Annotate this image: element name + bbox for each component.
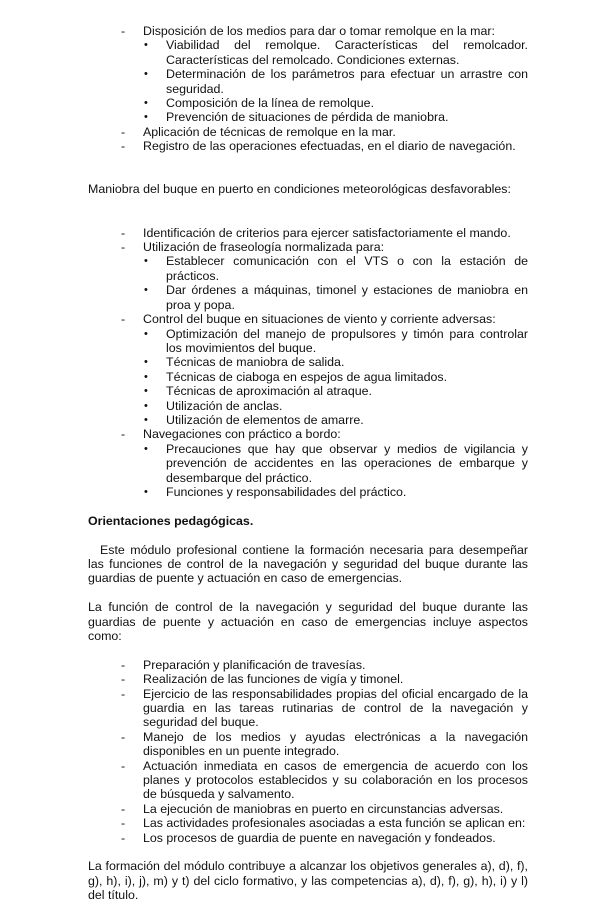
list-item: - Manejo de los medios y ayudas electrónicas a la navegación disponibles en un puente integrado. [88, 730, 528, 759]
sub-list [143, 38, 528, 124]
list-item: - Ejercicio de las responsabilidades propias del oficial encargado de la guardia en las tareas rutinarias de control de la navegación y seguridad del buque. [88, 687, 528, 730]
sub-item: • Dar órdenes a máquinas, timonel y estaciones de maniobra en proa y popa. [88, 283, 528, 312]
list-item: - Realización de las funciones de vigía y timonel. [88, 672, 528, 686]
list-item: - Los procesos de guardia de puente en navegación y fondeados. [88, 831, 528, 845]
sub-list [143, 254, 528, 312]
section-intro: Maniobra del buque en puerto en condiciones meteorológicas desfavorables: [88, 182, 511, 197]
paragraph: La función de control de la navegación y seguridad del buque durante las guardias de puente y actuación en caso de emergencias incluye aspectos como: [88, 600, 528, 643]
list-item: - Identificación de criterios para ejercer satisfactoriamente el mando. [88, 226, 528, 240]
remolque-list [88, 24, 528, 154]
sub-list [143, 442, 528, 500]
sub-item: • Utilización de anclas. [88, 399, 528, 413]
list-item [88, 240, 528, 312]
list-item: - Registro de las operaciones efectuadas, en el diario de navegación. [88, 139, 528, 153]
section-title: Orientaciones pedagógicas. [88, 513, 254, 528]
sub-item: • Técnicas de aproximación al atraque. [88, 384, 528, 398]
list-item: - Actuación inmediata en casos de emergencia de acuerdo con los planes y protocolos establecidos y su colaboración en los procesos de búsqueda y salvamento. [88, 759, 528, 802]
list-item [88, 427, 528, 499]
list-item [88, 312, 528, 427]
document-page [88, 24, 528, 903]
list-item-text: Navegaciones con práctico a bordo: [143, 427, 341, 442]
list-item-text: Control del buque en situaciones de viento y corriente adversas: [143, 312, 496, 327]
sub-item: • Prevención de situaciones de pérdida de maniobra. [88, 110, 528, 124]
sub-item: • Técnicas de maniobra de salida. [88, 355, 528, 369]
list-item [88, 24, 528, 125]
list-item: - La ejecución de maniobras en puerto en circunstancias adversas. [88, 802, 528, 816]
paragraph: La formación del módulo contribuye a alcanzar los objetivos generales a), d), f), g), h), i), j), m) y t) del ciclo formativo, y las competencias a), d), f), g), h), i) y l) del título. [88, 859, 528, 903]
list-item-text: Utilización de fraseología normalizada para: [143, 240, 385, 255]
sub-item: • Composición de la línea de remolque. [88, 96, 528, 110]
paragraph: Este módulo profesional contiene la formación necesaria para desempeñar las funciones de control de la navegación y seguridad del buque durante las guardias de puente y actuación en caso de emergencias. [88, 542, 528, 586]
sub-item: • Técnicas de ciaboga en espejos de agua limitados. [88, 370, 528, 384]
list-item: - Aplicación de técnicas de remolque en la mar. [88, 125, 528, 139]
maniobra-list [88, 226, 528, 500]
sub-list [143, 327, 528, 428]
sub-item: • Establecer comunicación con el VTS o con la estación de prácticos. [88, 254, 528, 283]
sub-item: • Viabilidad del remolque. Características del remolcador. Características del remolcado. Condiciones externas. [88, 38, 528, 67]
sub-item: • Determinación de los parámetros para efectuar un arrastre con seguridad. [88, 67, 528, 96]
sub-item: • Precauciones que hay que observar y medios de vigilancia y prevención de accidentes en las operaciones de embarque y desembarque del práctico. [88, 442, 528, 485]
list-item-text: Disposición de los medios para dar o tomar remolque en la mar: [143, 24, 495, 38]
list-item: - Preparación y planificación de travesías. [88, 658, 528, 672]
list-item: - Las actividades profesionales asociadas a esta función se aplican en: [88, 816, 528, 830]
sub-item: • Utilización de elementos de amarre. [88, 413, 528, 427]
sub-item: • Funciones y responsabilidades del práctico. [88, 485, 528, 499]
sub-item: • Optimización del manejo de propulsores y timón para controlar los movimientos del buque. [88, 327, 528, 356]
aspects-list [88, 658, 528, 845]
